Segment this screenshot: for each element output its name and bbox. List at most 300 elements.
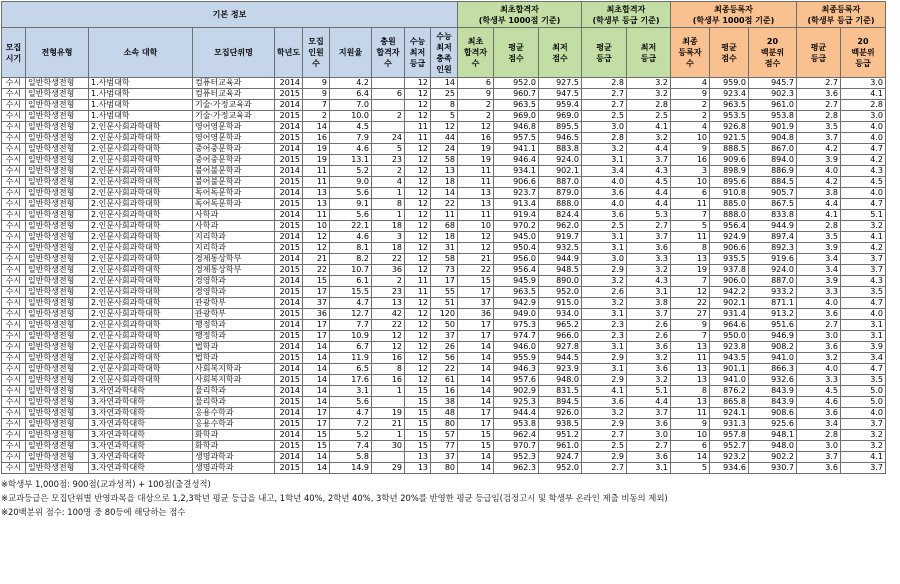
first-avg-grade-cell: 3.1 <box>582 155 627 166</box>
final-p20-grade-cell: 4.0 <box>841 408 886 419</box>
final-avg-grade-cell: 3.6 <box>797 408 841 419</box>
final-avg-grade-cell: 4.1 <box>797 210 841 221</box>
year-cell: 2015 <box>275 441 303 452</box>
final-p20-score-cell: 913.2 <box>749 309 797 320</box>
first-avg-grade-cell: 2.3 <box>582 331 627 342</box>
table-row <box>2 452 886 463</box>
year-cell: 2014 <box>275 122 303 133</box>
group-header-final-grade: 최종등록자 (학생부 등급 기준) <box>797 2 886 28</box>
table-row <box>2 287 886 298</box>
first-avg-score-cell: 962.3 <box>494 463 539 474</box>
first-admits-cell: 37 <box>458 298 494 309</box>
csat-met-count-cell: 5 <box>431 111 458 122</box>
year-cell: 2014 <box>275 100 303 111</box>
csat-min-grade-cell: 15 <box>405 386 431 397</box>
first-avg-score-cell: 974.7 <box>494 331 539 342</box>
final-avg-grade-cell: 3.6 <box>797 342 841 353</box>
final-avg-score-cell: 952.7 <box>710 441 749 452</box>
recruit-period-cell: 수시 <box>2 364 26 375</box>
admission-type-cell: 일반학생전형 <box>26 320 89 331</box>
recruit-period-cell: 수시 <box>2 89 26 100</box>
department-cell: 독어독문학과 <box>193 199 275 210</box>
first-min-grade-cell: 3.2 <box>627 265 671 276</box>
admission-type-cell: 일반학생전형 <box>26 144 89 155</box>
competition-rate-cell: 22.1 <box>330 221 372 232</box>
college-cell: 2.인문사회과학대학 <box>89 210 193 221</box>
final-enrolled-cell: 11 <box>671 232 710 243</box>
department-cell: 불어불문학과 <box>193 166 275 177</box>
table-row <box>2 254 886 265</box>
department-cell: 컴퓨터교육과 <box>193 89 275 100</box>
recruit-period-cell: 수시 <box>2 210 26 221</box>
first-min-grade-cell: 4.4 <box>627 397 671 408</box>
final-p20-score-cell: 948.1 <box>749 430 797 441</box>
final-p20-score-cell: 904.8 <box>749 133 797 144</box>
recruit-period-cell: 수시 <box>2 100 26 111</box>
csat-met-count-cell: 12 <box>431 122 458 133</box>
department-cell: 불어불문학과 <box>193 177 275 188</box>
final-p20-score-cell: 946.9 <box>749 331 797 342</box>
footnote: ※교과등급은 모집단위별 반영과목을 대상으로 1,2,3학년 평균 등급을 내고, 1학년 40%, 2학년 40%, 3학년 20%를 반영한 평균 등급임(검정고시 및 학생부 온라인 제출 비동의 제외) <box>1 493 668 503</box>
department-cell: 사회복지학과 <box>193 364 275 375</box>
csat-min-grade-cell: 11 <box>405 276 431 287</box>
csat-min-grade-cell: 12 <box>405 100 431 111</box>
first-min-score-cell: 924.7 <box>539 452 582 463</box>
first-avg-grade-cell: 2.5 <box>582 111 627 122</box>
final-enrolled-cell: 7 <box>671 276 710 287</box>
final-enrolled-cell: 4 <box>671 122 710 133</box>
first-avg-grade-cell: 3.2 <box>582 276 627 287</box>
first-admits-cell: 12 <box>458 243 494 254</box>
admission-type-cell: 일반학생전형 <box>26 100 89 111</box>
year-cell: 2014 <box>275 210 303 221</box>
first-admits-cell: 12 <box>458 122 494 133</box>
recruit-period-cell: 수시 <box>2 375 26 386</box>
final-avg-score-cell: 937.8 <box>710 265 749 276</box>
csat-met-count-cell: 80 <box>431 463 458 474</box>
col-header: 모집단위명 <box>193 28 275 78</box>
competition-rate-cell: 6.4 <box>330 89 372 100</box>
quota-cell: 2 <box>303 111 330 122</box>
department-cell: 사회복지학과 <box>193 375 275 386</box>
csat-met-count-cell: 50 <box>431 320 458 331</box>
col-header: 최종 등록자 수 <box>671 28 710 78</box>
first-admits-cell: 14 <box>458 353 494 364</box>
final-avg-grade-cell: 4.5 <box>797 386 841 397</box>
admission-type-cell: 일반학생전형 <box>26 111 89 122</box>
first-avg-grade-cell: 3.2 <box>582 408 627 419</box>
department-cell: 행정학과 <box>193 320 275 331</box>
final-avg-grade-cell: 3.4 <box>797 254 841 265</box>
csat-met-count-cell: 11 <box>431 210 458 221</box>
college-cell: 1.사범대학 <box>89 78 193 89</box>
admission-type-cell: 일반학생전형 <box>26 463 89 474</box>
final-avg-score-cell: 935.5 <box>710 254 749 265</box>
csat-met-count-cell: 68 <box>431 221 458 232</box>
final-enrolled-cell: 5 <box>671 221 710 232</box>
final-avg-score-cell: 959.0 <box>710 78 749 89</box>
first-avg-score-cell: 955.9 <box>494 353 539 364</box>
additional-admits-cell: 2 <box>372 166 405 177</box>
additional-admits-cell: 2 <box>372 276 405 287</box>
first-min-grade-cell: 3.2 <box>627 78 671 89</box>
table-row <box>2 210 886 221</box>
table-row <box>2 122 886 133</box>
first-admits-cell: 2 <box>458 111 494 122</box>
competition-rate-cell: 5.2 <box>330 166 372 177</box>
first-min-grade-cell: 3.2 <box>627 89 671 100</box>
department-cell: 화학과 <box>193 441 275 452</box>
department-cell: 화학과 <box>193 430 275 441</box>
first-min-grade-cell: 5.3 <box>627 210 671 221</box>
final-avg-grade-cell: 3.6 <box>797 309 841 320</box>
first-avg-grade-cell: 3.6 <box>582 210 627 221</box>
table-row <box>2 441 886 452</box>
additional-admits-cell: 16 <box>372 375 405 386</box>
final-p20-grade-cell: 4.7 <box>841 144 886 155</box>
year-cell: 2015 <box>275 155 303 166</box>
additional-admits-cell: 5 <box>372 144 405 155</box>
csat-min-grade-cell: 12 <box>405 342 431 353</box>
admission-type-cell: 일반학생전형 <box>26 298 89 309</box>
final-p20-grade-cell: 4.0 <box>841 309 886 320</box>
csat-min-grade-cell: 15 <box>405 397 431 408</box>
quota-cell: 14 <box>303 364 330 375</box>
first-min-grade-cell: 3.2 <box>627 133 671 144</box>
college-cell: 2.인문사회과학대학 <box>89 309 193 320</box>
final-enrolled-cell: 7 <box>671 210 710 221</box>
competition-rate-cell: 10.7 <box>330 265 372 276</box>
final-p20-score-cell: 908.2 <box>749 342 797 353</box>
first-min-grade-cell: 3.6 <box>627 342 671 353</box>
additional-admits-cell: 30 <box>372 441 405 452</box>
department-cell: 영어영문학과 <box>193 133 275 144</box>
competition-rate-cell: 9.0 <box>330 177 372 188</box>
first-admits-cell: 17 <box>458 419 494 430</box>
year-cell: 2014 <box>275 408 303 419</box>
csat-min-grade-cell: 12 <box>405 155 431 166</box>
first-admits-cell: 36 <box>458 309 494 320</box>
first-avg-score-cell: 960.7 <box>494 89 539 100</box>
final-p20-score-cell: 944.9 <box>749 221 797 232</box>
admission-type-cell: 일반학생전형 <box>26 430 89 441</box>
additional-admits-cell: 4 <box>372 177 405 188</box>
year-cell: 2015 <box>275 353 303 364</box>
recruit-period-cell: 수시 <box>2 111 26 122</box>
final-p20-grade-cell: 3.2 <box>841 430 886 441</box>
final-p20-score-cell: 867.0 <box>749 144 797 155</box>
admission-type-cell: 일반학생전형 <box>26 452 89 463</box>
csat-min-grade-cell: 12 <box>405 177 431 188</box>
first-admits-cell: 14 <box>458 463 494 474</box>
first-admits-cell: 11 <box>458 166 494 177</box>
csat-met-count-cell: 80 <box>431 419 458 430</box>
csat-min-grade-cell: 12 <box>405 243 431 254</box>
admission-type-cell: 일반학생전형 <box>26 243 89 254</box>
college-cell: 2.인문사회과학대학 <box>89 320 193 331</box>
col-header: 평균 등급 <box>582 28 627 78</box>
quota-cell: 16 <box>303 133 330 144</box>
first-min-score-cell: 948.5 <box>539 265 582 276</box>
first-min-grade-cell: 3.6 <box>627 243 671 254</box>
col-header: 20 백분위 점수 <box>749 28 797 78</box>
csat-met-count-cell: 73 <box>431 265 458 276</box>
year-cell: 2015 <box>275 309 303 320</box>
recruit-period-cell: 수시 <box>2 177 26 188</box>
first-min-score-cell: 952.0 <box>539 287 582 298</box>
final-p20-score-cell: 953.8 <box>749 111 797 122</box>
recruit-period-cell: 수시 <box>2 265 26 276</box>
recruit-period-cell: 수시 <box>2 221 26 232</box>
quota-cell: 17 <box>303 331 330 342</box>
first-avg-grade-cell: 2.5 <box>582 441 627 452</box>
final-p20-grade-cell: 3.7 <box>841 254 886 265</box>
first-min-score-cell: 951.2 <box>539 430 582 441</box>
quota-cell: 19 <box>303 155 330 166</box>
department-cell: 지리학과 <box>193 232 275 243</box>
first-avg-score-cell: 952.0 <box>494 78 539 89</box>
admission-type-cell: 일반학생전형 <box>26 210 89 221</box>
quota-cell: 21 <box>303 254 330 265</box>
college-cell: 2.인문사회과학대학 <box>89 144 193 155</box>
competition-rate-cell: 7.4 <box>330 441 372 452</box>
competition-rate-cell: 7.9 <box>330 133 372 144</box>
year-cell: 2015 <box>275 111 303 122</box>
year-cell: 2015 <box>275 287 303 298</box>
first-min-score-cell: 888.0 <box>539 199 582 210</box>
csat-min-grade-cell: 11 <box>405 133 431 144</box>
competition-rate-cell: 5.6 <box>330 210 372 221</box>
department-cell: 경영학과 <box>193 287 275 298</box>
final-enrolled-cell: 13 <box>671 375 710 386</box>
table-row <box>2 221 886 232</box>
year-cell: 2014 <box>275 430 303 441</box>
final-avg-score-cell: 950.0 <box>710 331 749 342</box>
final-avg-grade-cell: 3.8 <box>797 188 841 199</box>
first-avg-score-cell: 923.7 <box>494 188 539 199</box>
additional-admits-cell: 29 <box>372 463 405 474</box>
competition-rate-cell: 10.0 <box>330 111 372 122</box>
admission-type-cell: 일반학생전형 <box>26 221 89 232</box>
csat-met-count-cell: 61 <box>431 375 458 386</box>
competition-rate-cell: 10.9 <box>330 331 372 342</box>
final-avg-grade-cell: 4.6 <box>797 397 841 408</box>
department-cell: 기술·가정교육과 <box>193 100 275 111</box>
final-avg-score-cell: 964.6 <box>710 320 749 331</box>
csat-min-grade-cell: 12 <box>405 144 431 155</box>
first-avg-score-cell: 919.4 <box>494 210 539 221</box>
additional-admits-cell: 19 <box>372 408 405 419</box>
final-avg-grade-cell: 3.3 <box>797 375 841 386</box>
admission-type-cell: 일반학생전형 <box>26 408 89 419</box>
department-cell: 물리학과 <box>193 386 275 397</box>
additional-admits-cell: 12 <box>372 342 405 353</box>
final-enrolled-cell: 13 <box>671 342 710 353</box>
year-cell: 2015 <box>275 221 303 232</box>
first-min-grade-cell: 4.5 <box>627 177 671 188</box>
first-avg-score-cell: 946.8 <box>494 122 539 133</box>
csat-met-count-cell: 58 <box>431 254 458 265</box>
first-min-grade-cell: 3.2 <box>627 353 671 364</box>
csat-min-grade-cell: 15 <box>405 419 431 430</box>
csat-met-count-cell: 14 <box>431 188 458 199</box>
additional-admits-cell: 22 <box>372 254 405 265</box>
quota-cell: 12 <box>303 243 330 254</box>
final-p20-grade-cell: 3.7 <box>841 265 886 276</box>
department-cell: 경제통상학부 <box>193 254 275 265</box>
csat-min-grade-cell: 12 <box>405 188 431 199</box>
recruit-period-cell: 수시 <box>2 232 26 243</box>
first-avg-score-cell: 956.0 <box>494 254 539 265</box>
recruit-period-cell: 수시 <box>2 199 26 210</box>
year-cell: 2015 <box>275 243 303 254</box>
first-min-score-cell: 831.5 <box>539 386 582 397</box>
department-cell: 법학과 <box>193 353 275 364</box>
final-avg-score-cell: 885.0 <box>710 199 749 210</box>
competition-rate-cell: 4.7 <box>330 298 372 309</box>
department-cell: 관광학부 <box>193 298 275 309</box>
college-cell: 2.인문사회과학대학 <box>89 122 193 133</box>
col-header: 평균 등급 <box>797 28 841 78</box>
final-p20-score-cell: 908.6 <box>749 408 797 419</box>
first-avg-score-cell: 963.5 <box>494 287 539 298</box>
final-p20-grade-cell: 5.0 <box>841 386 886 397</box>
first-admits-cell: 11 <box>458 210 494 221</box>
final-p20-score-cell: 892.3 <box>749 243 797 254</box>
final-avg-score-cell: 923.8 <box>710 342 749 353</box>
admission-type-cell: 일반학생전형 <box>26 155 89 166</box>
college-cell: 3.자연과학대학 <box>89 463 193 474</box>
final-p20-score-cell: 901.9 <box>749 122 797 133</box>
first-min-score-cell: 932.5 <box>539 243 582 254</box>
final-p20-score-cell: 919.6 <box>749 254 797 265</box>
final-p20-score-cell: 894.0 <box>749 155 797 166</box>
first-avg-score-cell: 906.6 <box>494 177 539 188</box>
recruit-period-cell: 수시 <box>2 320 26 331</box>
first-avg-grade-cell: 4.0 <box>582 177 627 188</box>
csat-min-grade-cell: 11 <box>405 122 431 133</box>
first-admits-cell: 14 <box>458 342 494 353</box>
final-p20-grade-cell: 3.9 <box>841 342 886 353</box>
final-p20-grade-cell: 4.7 <box>841 298 886 309</box>
final-enrolled-cell: 7 <box>671 331 710 342</box>
first-avg-grade-cell: 3.6 <box>582 188 627 199</box>
first-min-score-cell: 966.0 <box>539 331 582 342</box>
year-cell: 2014 <box>275 166 303 177</box>
final-enrolled-cell: 13 <box>671 364 710 375</box>
final-avg-score-cell: 941.0 <box>710 375 749 386</box>
year-cell: 2015 <box>275 419 303 430</box>
first-avg-score-cell: 946.4 <box>494 155 539 166</box>
first-min-score-cell: 924.0 <box>539 155 582 166</box>
year-cell: 2015 <box>275 463 303 474</box>
first-min-score-cell: 902.1 <box>539 166 582 177</box>
group-header-first-grade: 최초합격자 (학생부 등급 기준) <box>582 2 671 28</box>
college-cell: 2.인문사회과학대학 <box>89 364 193 375</box>
final-p20-score-cell: 932.6 <box>749 375 797 386</box>
final-p20-grade-cell: 3.7 <box>841 419 886 430</box>
table-row <box>2 342 886 353</box>
additional-admits-cell <box>372 397 405 408</box>
first-avg-score-cell: 949.0 <box>494 309 539 320</box>
final-enrolled-cell: 10 <box>671 133 710 144</box>
table-row <box>2 309 886 320</box>
final-avg-score-cell: 902.1 <box>710 298 749 309</box>
competition-rate-cell: 7.7 <box>330 320 372 331</box>
first-admits-cell: 14 <box>458 375 494 386</box>
final-avg-score-cell: 865.8 <box>710 397 749 408</box>
final-p20-score-cell: 871.1 <box>749 298 797 309</box>
table-row <box>2 243 886 254</box>
final-avg-grade-cell: 3.7 <box>797 133 841 144</box>
first-admits-cell: 15 <box>458 276 494 287</box>
year-cell: 2015 <box>275 133 303 144</box>
final-avg-grade-cell: 2.8 <box>797 111 841 122</box>
table-row <box>2 265 886 276</box>
quota-cell: 13 <box>303 188 330 199</box>
first-avg-score-cell: 962.4 <box>494 430 539 441</box>
final-p20-grade-cell: 4.5 <box>841 177 886 188</box>
csat-met-count-cell: 37 <box>431 331 458 342</box>
first-avg-score-cell: 970.7 <box>494 441 539 452</box>
first-min-score-cell: 965.2 <box>539 320 582 331</box>
final-p20-score-cell: 843.9 <box>749 386 797 397</box>
department-cell: 중어중문학과 <box>193 144 275 155</box>
col-header: 최초 합격자 수 <box>458 28 494 78</box>
first-min-grade-cell: 2.7 <box>627 221 671 232</box>
csat-met-count-cell: 14 <box>431 78 458 89</box>
first-admits-cell: 16 <box>458 133 494 144</box>
col-header: 최저 점수 <box>539 28 582 78</box>
footnote: ※학생부 1,000점: 900점(교과성적) + 100점(출결성적) <box>1 479 211 489</box>
year-cell: 2014 <box>275 386 303 397</box>
csat-met-count-cell: 18 <box>431 177 458 188</box>
additional-admits-cell: 16 <box>372 353 405 364</box>
recruit-period-cell: 수시 <box>2 441 26 452</box>
final-p20-grade-cell: 3.0 <box>841 111 886 122</box>
csat-met-count-cell: 56 <box>431 353 458 364</box>
csat-min-grade-cell: 12 <box>405 210 431 221</box>
first-avg-grade-cell: 2.7 <box>582 89 627 100</box>
first-min-grade-cell: 3.6 <box>627 452 671 463</box>
additional-admits-cell: 23 <box>372 155 405 166</box>
final-p20-score-cell: 930.7 <box>749 463 797 474</box>
col-header: 충원 합격자 수 <box>372 28 405 78</box>
table-row <box>2 89 886 100</box>
table-row <box>2 276 886 287</box>
group-header-basic: 기본 정보 <box>2 2 458 28</box>
csat-met-count-cell: 25 <box>431 89 458 100</box>
additional-admits-cell: 18 <box>372 243 405 254</box>
final-avg-grade-cell: 3.2 <box>797 353 841 364</box>
final-avg-score-cell: 924.1 <box>710 408 749 419</box>
quota-cell: 13 <box>303 199 330 210</box>
competition-rate-cell: 4.2 <box>330 78 372 89</box>
first-avg-score-cell: 957.6 <box>494 375 539 386</box>
college-cell: 1.사범대학 <box>89 111 193 122</box>
table-row <box>2 133 886 144</box>
additional-admits-cell: 12 <box>372 331 405 342</box>
competition-rate-cell: 5.6 <box>330 188 372 199</box>
recruit-period-cell: 수시 <box>2 397 26 408</box>
competition-rate-cell: 13.1 <box>330 155 372 166</box>
admission-type-cell: 일반학생전형 <box>26 265 89 276</box>
csat-min-grade-cell: 12 <box>405 199 431 210</box>
quota-cell: 11 <box>303 210 330 221</box>
table-row <box>2 463 886 474</box>
first-min-score-cell: 890.0 <box>539 276 582 287</box>
college-cell: 2.인문사회과학대학 <box>89 353 193 364</box>
